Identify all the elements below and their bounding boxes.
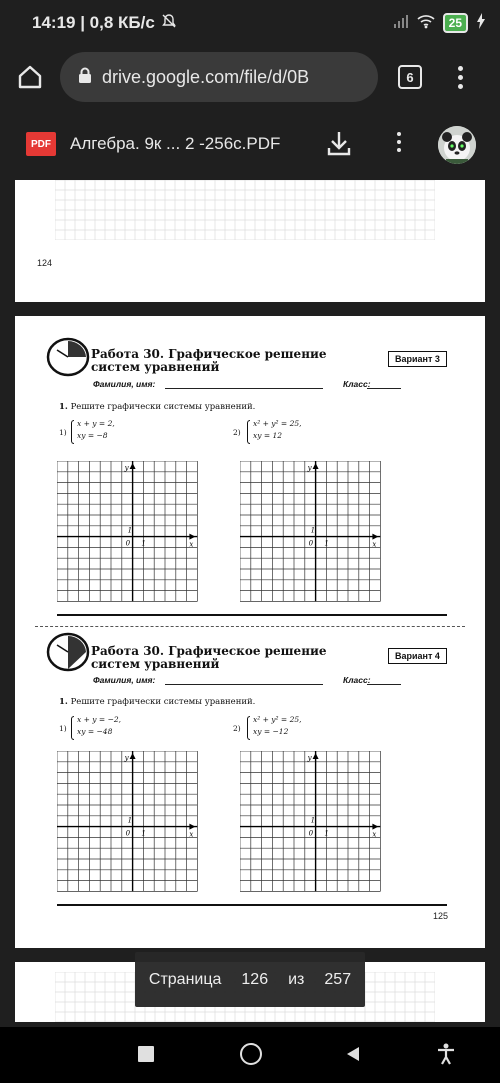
home-button[interactable] — [0, 46, 60, 108]
coordinate-grid-4 — [240, 751, 382, 899]
recents-button[interactable] — [138, 1046, 154, 1062]
variant-badge: Вариант 4 — [388, 648, 447, 664]
task-instruction: Решите графически системы уравнений. — [70, 697, 256, 707]
system-navigation-bar — [0, 1027, 500, 1083]
y-axis-label: y — [307, 464, 312, 472]
address-bar[interactable] — [60, 52, 378, 102]
task-number: 1. — [59, 402, 68, 412]
home-icon — [17, 64, 43, 90]
document-title: Алгебра. 9к ... 2 -256с.PDF — [70, 134, 281, 153]
browser-menu-button[interactable] — [450, 66, 470, 89]
coordinate-grid-2 — [240, 461, 382, 609]
class-label: Класс: — [343, 675, 371, 685]
origin-label: 0 — [308, 539, 314, 548]
equation: x + y = 2, — [77, 419, 115, 428]
system-brace — [71, 420, 74, 444]
status-bar — [0, 0, 500, 46]
equation: x² + y² = 25, — [253, 419, 302, 428]
task-text — [59, 697, 255, 707]
home-nav-button[interactable] — [240, 1043, 262, 1065]
name-blank-line — [165, 684, 323, 685]
system-1 — [77, 418, 115, 442]
page-number: 124 — [37, 258, 53, 268]
equation: xy = −8 — [77, 431, 108, 440]
avatar[interactable] — [438, 126, 476, 164]
page-indicator — [135, 952, 365, 1007]
system-brace — [247, 716, 250, 740]
task-number: 1. — [59, 697, 68, 707]
drive-header — [0, 108, 500, 180]
pdf-page-124 — [15, 180, 485, 302]
charging-icon — [476, 13, 486, 34]
name-label: Фамилия, имя: — [93, 675, 156, 685]
origin-label: 0 — [125, 539, 131, 548]
cut-line — [35, 626, 465, 627]
class-blank-line — [367, 684, 401, 685]
y-axis-arrow — [313, 753, 319, 759]
title-line-2: систем уравнений — [91, 657, 220, 671]
url-text: drive.google.com/file/d/0B — [102, 66, 310, 87]
equation: xy = −48 — [77, 727, 113, 736]
y-axis-label: y — [307, 754, 312, 762]
y-axis-arrow — [130, 753, 136, 759]
system-brace — [247, 420, 250, 444]
x-axis-arrow — [372, 534, 378, 540]
class-blank-line — [367, 388, 401, 389]
worksheet-title — [91, 348, 327, 374]
equation: x + y = −2, — [77, 715, 122, 724]
name-label: Фамилия, имя: — [93, 379, 156, 389]
page-number: 125 — [433, 911, 449, 921]
separator-line — [57, 904, 447, 906]
y-axis-label: y — [124, 464, 129, 472]
x-axis-arrow — [189, 824, 195, 830]
y-axis-label: y — [124, 754, 129, 762]
x-axis-arrow — [372, 824, 378, 830]
x-unit-label: 1 — [324, 539, 329, 548]
x-axis-label: x — [189, 540, 194, 549]
signal-icon — [393, 13, 409, 34]
system-1 — [77, 714, 121, 738]
system-brace — [71, 716, 74, 740]
x-axis-label: x — [189, 830, 194, 839]
system-1-number: 1) — [59, 428, 67, 437]
x-axis-arrow — [189, 534, 195, 540]
y-axis-arrow — [313, 463, 319, 469]
x-unit-label: 1 — [141, 539, 146, 548]
title-line-2: систем уравнений — [91, 360, 220, 374]
y-unit-label: 1 — [310, 526, 316, 535]
system-2 — [253, 418, 302, 442]
variant-badge: Вариант 3 — [388, 351, 447, 367]
equation: xy = 12 — [253, 431, 283, 440]
download-icon — [326, 130, 352, 158]
worksheet-title — [91, 645, 327, 671]
equation: x² + y² = 25, — [253, 715, 302, 724]
browser-toolbar — [0, 46, 500, 108]
tab-switcher-button[interactable]: 6 — [398, 65, 422, 89]
class-label: Класс: — [343, 379, 371, 389]
pdf-page-125 — [15, 316, 485, 948]
page-indicator-current: 126 — [241, 970, 269, 988]
wifi-icon — [417, 13, 435, 34]
origin-label: 0 — [125, 829, 131, 838]
system-2 — [253, 714, 302, 738]
page-indicator-of: из — [288, 970, 305, 988]
page-indicator-total: 257 — [324, 970, 352, 988]
coordinate-grid-1 — [57, 461, 199, 609]
name-blank-line — [165, 388, 323, 389]
system-2-number: 2) — [233, 428, 241, 437]
y-axis-arrow — [130, 463, 136, 469]
clock-icon — [45, 631, 91, 673]
system-2-number: 2) — [233, 724, 241, 733]
y-unit-label: 1 — [127, 526, 133, 535]
download-button[interactable] — [326, 130, 352, 158]
back-button[interactable] — [344, 1045, 362, 1063]
x-unit-label: 1 — [141, 829, 146, 838]
status-time-speed: 14:19 | 0,8 КБ/с — [32, 13, 155, 32]
origin-label: 0 — [308, 829, 314, 838]
page-indicator-label: Страница — [148, 970, 222, 988]
x-axis-label: x — [372, 540, 377, 549]
equation: xy = −12 — [253, 727, 289, 736]
coordinate-grid-3 — [57, 751, 199, 899]
x-axis-label: x — [372, 830, 377, 839]
separator-line — [57, 614, 447, 616]
mute-icon — [161, 13, 177, 34]
accessibility-icon[interactable] — [436, 1043, 456, 1065]
x-unit-label: 1 — [324, 829, 329, 838]
title-line-1: Работа 30. Графическое решение — [91, 644, 327, 658]
battery-indicator: 25 — [443, 13, 468, 33]
pdf-file-icon: PDF — [26, 132, 56, 156]
clock-icon — [45, 336, 91, 378]
system-1-number: 1) — [59, 724, 67, 733]
y-unit-label: 1 — [310, 816, 316, 825]
more-options-button[interactable] — [394, 132, 404, 152]
task-text — [59, 402, 255, 412]
lock-icon — [78, 67, 92, 88]
y-unit-label: 1 — [127, 816, 133, 825]
title-line-1: Работа 30. Графическое решение — [91, 347, 327, 361]
graph-grid-faint — [55, 180, 435, 240]
task-instruction: Решите графически системы уравнений. — [70, 402, 256, 412]
